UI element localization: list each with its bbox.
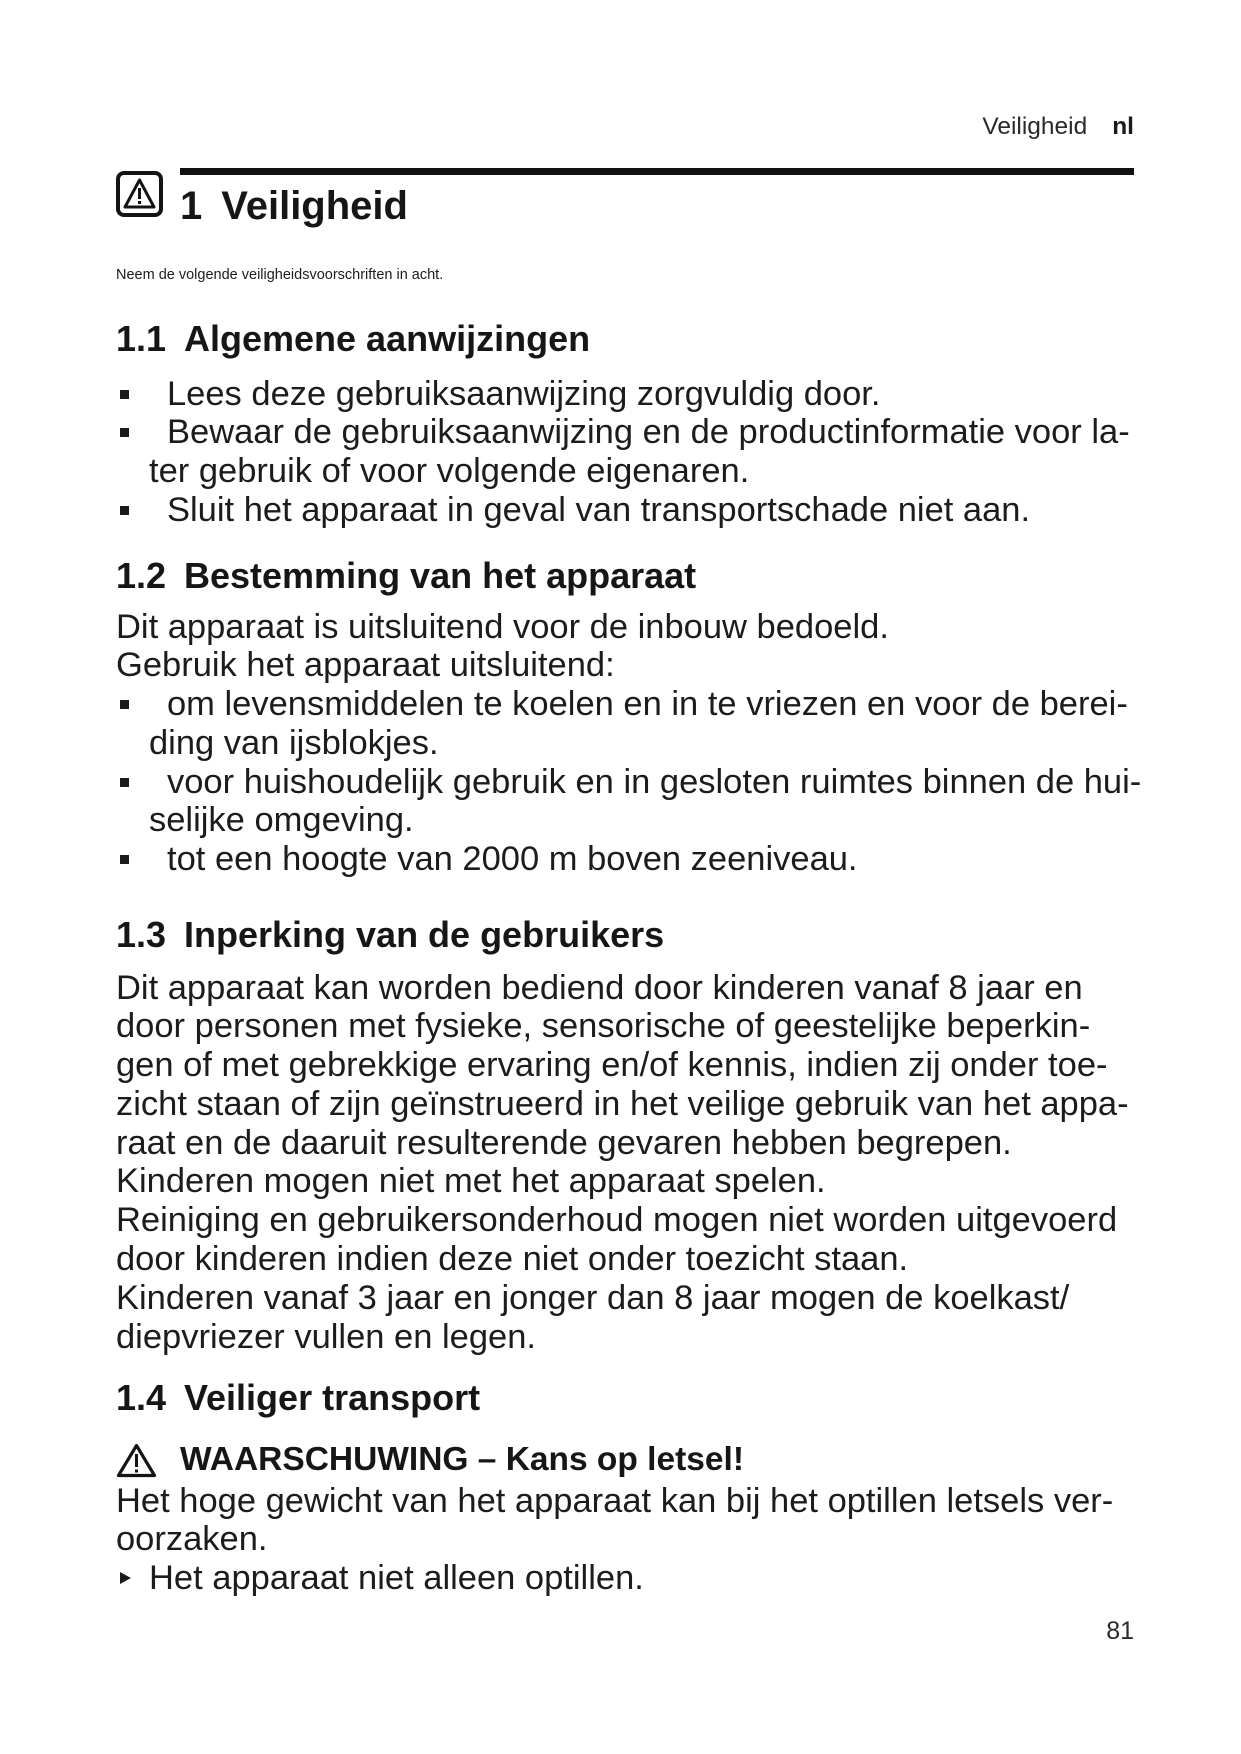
section-title: Bestemming van het apparaat — [184, 555, 697, 596]
chapter-rule — [180, 168, 1134, 175]
running-header — [982, 112, 1134, 142]
list-item-text: Bewaar de gebruiksaanwijzing en de productinformatie voor la- — [167, 413, 1130, 452]
paragraph-line: Reiniging en gebruikersonderhoud mogen niet worden uitgevoerd — [116, 1201, 1118, 1240]
list-item — [116, 413, 1130, 452]
section-body-1-3 — [116, 969, 1129, 1357]
paragraph-line: Kinderen vanaf 3 jaar en jonger dan 8 jaar mogen de koelkast/ — [116, 1278, 1070, 1317]
section-title: Algemene aanwijzingen — [184, 318, 591, 359]
paragraph-line: gen of met gebrekkige ervaring en/of kennis, indien zij onder toe- — [116, 1046, 1108, 1085]
square-bullet-icon — [120, 428, 129, 437]
warning-title-text: WAARSCHUWING – Kans op letsel! — [180, 1441, 744, 1478]
list-item — [116, 375, 1130, 414]
header-section-label: Veiligheid — [982, 113, 1088, 140]
square-bullet-icon — [120, 506, 129, 515]
list-item — [116, 840, 1141, 879]
section-title: Inperking van de gebruikers — [184, 914, 665, 955]
list-item-text: om levensmiddelen te koelen en in te vriezen en voor de berei- — [167, 685, 1128, 724]
action-step — [116, 1559, 1113, 1598]
list-item — [116, 685, 1141, 724]
chapter-number: 1 — [180, 184, 203, 228]
list-item-continuation: ding van ijsblokjes. — [149, 723, 439, 762]
list-item — [116, 491, 1130, 530]
warning-heading — [116, 1440, 744, 1480]
square-bullet-icon — [120, 700, 129, 709]
section-number: 1.2 — [116, 555, 167, 596]
paragraph-line: diepvriezer vullen en legen. — [116, 1317, 537, 1356]
section-title: Veiliger transport — [184, 1377, 481, 1418]
chapter-title — [180, 182, 408, 230]
list-item — [116, 763, 1141, 802]
section-heading-1-3 — [116, 914, 664, 956]
warning-icon — [116, 171, 163, 217]
list-item-text: Sluit het apparaat in geval van transportschade niet aan. — [167, 490, 1031, 529]
chapter-intro: Neem de volgende veiligheidsvoorschriften in acht. — [116, 267, 444, 283]
bullet-list — [116, 375, 1130, 530]
header-language-code: nl — [1112, 113, 1134, 140]
list-item-text: tot een hoogte van 2000 m boven zeeniveau. — [167, 840, 858, 879]
warning-icon — [116, 1443, 157, 1478]
paragraph-line: Dit apparaat is uitsluitend voor de inbouw bedoeld. — [116, 607, 889, 646]
square-bullet-icon — [120, 390, 129, 399]
paragraph-line: door kinderen indien deze niet onder toezicht staan. — [116, 1240, 909, 1279]
paragraph-line: door personen met fysieke, sensorische of geestelijke beperkin- — [116, 1007, 1091, 1046]
list-item-text: voor huishoudelijk gebruik en in gesloten ruimtes binnen de hui- — [167, 762, 1142, 801]
list-item-text: Lees deze gebruiksaanwijzing zorgvuldig door. — [167, 374, 881, 413]
paragraph-line: Kinderen mogen niet met het apparaat spelen. — [116, 1162, 826, 1201]
section-heading-1-4 — [116, 1377, 480, 1419]
section-body-1-2 — [116, 608, 1141, 880]
list-item-continuation: selijke omgeving. — [149, 801, 414, 840]
square-bullet-icon — [120, 855, 129, 864]
section-heading-1-1 — [116, 318, 590, 360]
paragraph-line: raat en de daaruit resulterende gevaren hebben begrepen. — [116, 1123, 1012, 1162]
section-number: 1.3 — [116, 914, 167, 955]
list-item-continuation: ter gebruik of voor volgende eigenaren. — [149, 452, 750, 491]
paragraph-line: Gebruik het apparaat uitsluitend: — [116, 646, 615, 685]
square-bullet-icon — [120, 778, 129, 787]
triangle-right-icon — [120, 1572, 131, 1584]
warning-body — [116, 1482, 1113, 1598]
section-number: 1.4 — [116, 1377, 167, 1418]
paragraph-line: zicht staan of zijn geïnstrueerd in het veilige gebruik van het appa- — [116, 1084, 1129, 1123]
section-heading-1-2 — [116, 555, 696, 597]
section-number: 1.1 — [116, 318, 167, 359]
page-number: 81 — [1106, 1617, 1134, 1645]
chapter-title-text: Veiligheid — [221, 184, 408, 228]
warning-text-line: oorzaken. — [116, 1520, 268, 1559]
warning-text-line: Het hoge gewicht van het apparaat kan bij het optillen letsels ver- — [116, 1481, 1114, 1520]
action-step-text: Het apparaat niet alleen optillen. — [149, 1559, 644, 1598]
paragraph-line: Dit apparaat kan worden bediend door kinderen vanaf 8 jaar en — [116, 968, 1083, 1007]
